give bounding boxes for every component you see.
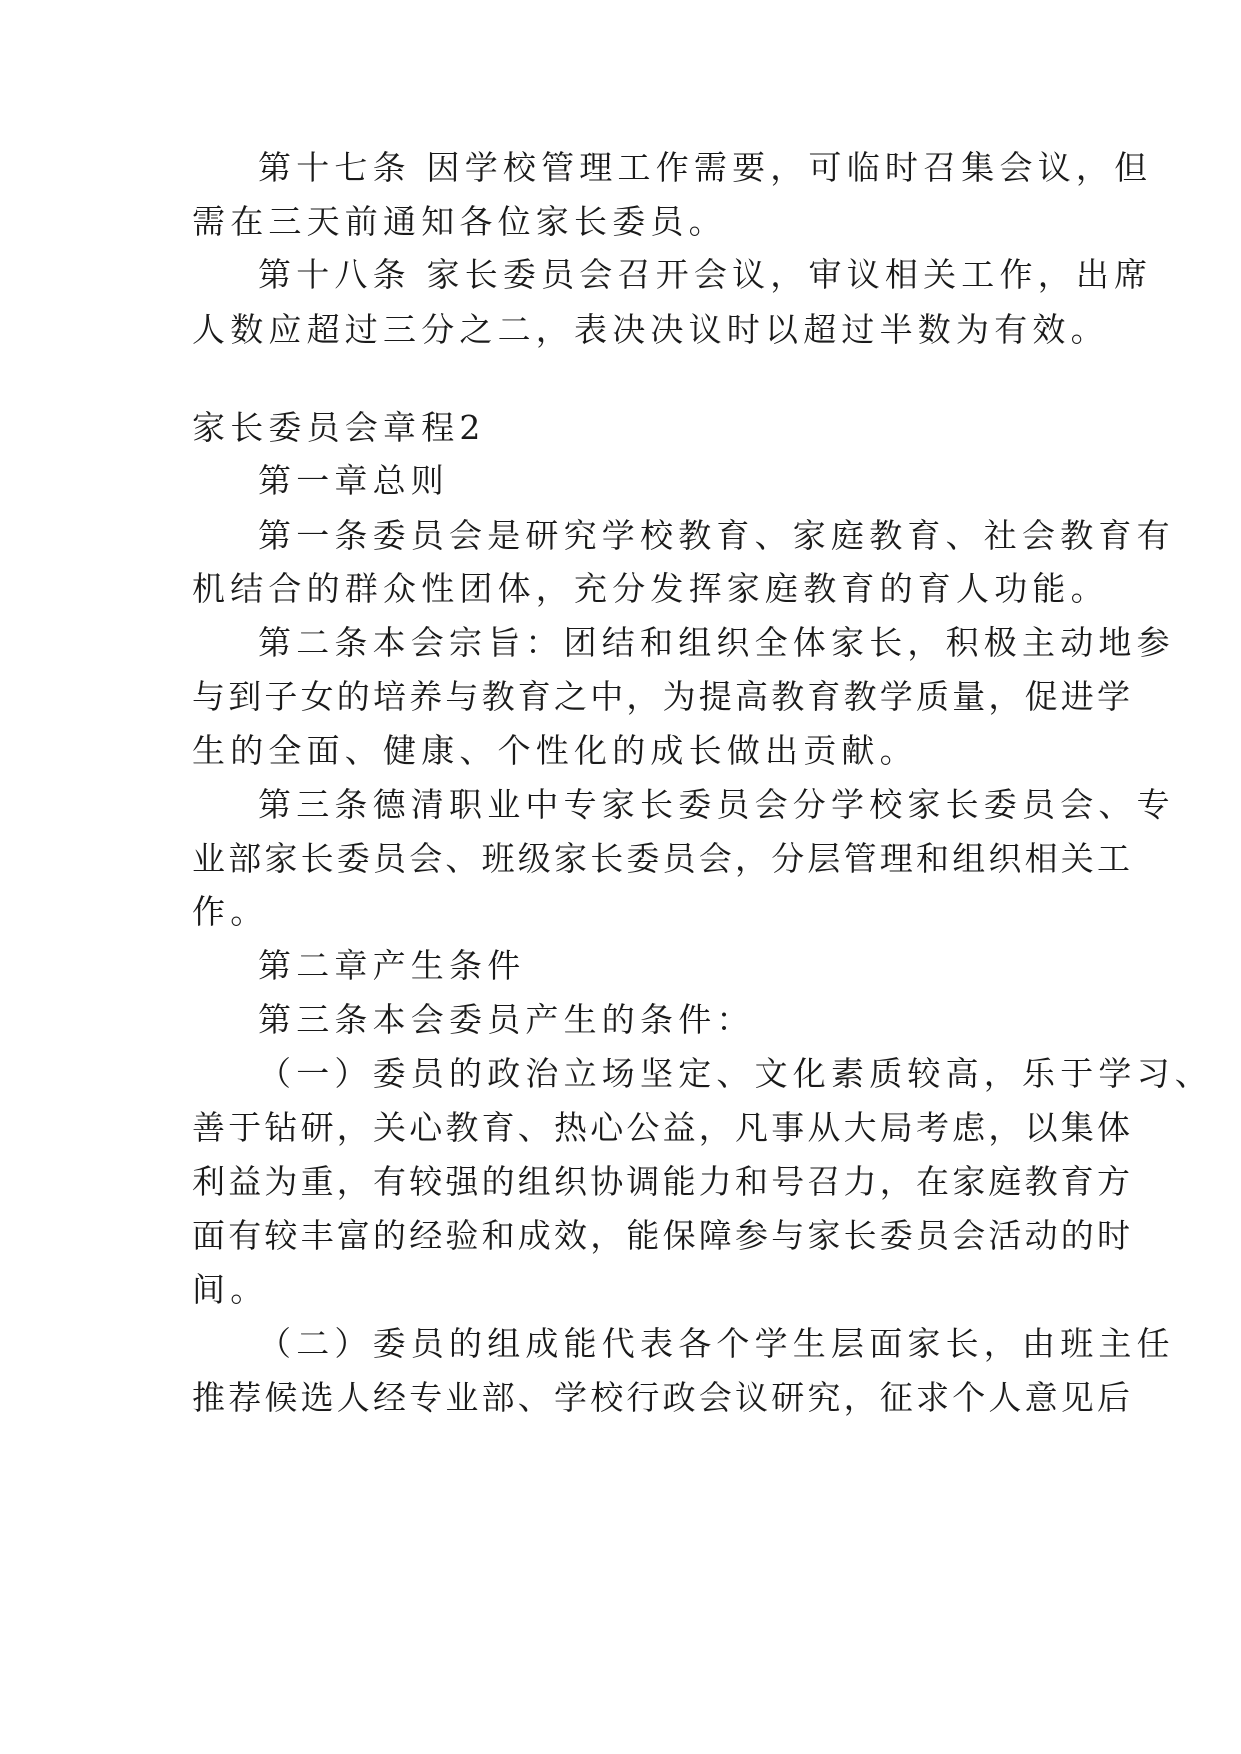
condition-2-line-1: （二）委员的组成能代表各个学生层面家长，由班主任 — [258, 1324, 1175, 1363]
article-1-line-1: 第一条委员会是研究学校教育、家庭教育、社会教育有 — [258, 516, 1175, 555]
chapter-2-heading: 第二章产生条件 — [258, 946, 526, 985]
article-3b-intro: 第三条本会委员产生的条件： — [258, 1000, 755, 1039]
article-1-line-2: 机结合的群众性团体，充分发挥家庭教育的育人功能。 — [192, 569, 1109, 608]
article-2-line-1: 第二条本会宗旨：团结和组织全体家长，积极主动地参 — [258, 623, 1175, 662]
article-17-line-1: 第十七条 因学校管理工作需要，可临时召集会议，但 — [258, 148, 1153, 187]
article-3-line-3: 作。 — [192, 892, 269, 931]
section-title: 家长委员会章程2 — [192, 408, 486, 447]
condition-1-line-5: 间。 — [192, 1270, 269, 1309]
article-3-line-2: 业部家长委员会、班级家长委员会，分层管理和组织相关工 — [192, 839, 1134, 878]
article-17-line-2: 需在三天前通知各位家长委员。 — [192, 202, 727, 241]
article-18-line-2: 人数应超过三分之二，表决决议时以超过半数为有效。 — [192, 310, 1109, 349]
condition-1-line-2: 善于钻研，关心教育、热心公益，凡事从大局考虑，以集体 — [192, 1108, 1134, 1147]
chapter-1-heading: 第一章总则 — [258, 461, 449, 500]
condition-1-line-3: 利益为重，有较强的组织协调能力和号召力，在家庭教育方 — [192, 1162, 1134, 1201]
article-2-line-2: 与到子女的培养与教育之中，为提高教育教学质量，促进学 — [192, 677, 1134, 716]
condition-1-line-4: 面有较丰富的经验和成效，能保障参与家长委员会活动的时 — [192, 1216, 1134, 1255]
article-2-line-3: 生的全面、健康、个性化的成长做出贡献。 — [192, 731, 918, 770]
article-18-line-1: 第十八条 家长委员会召开会议，审议相关工作，出席 — [258, 255, 1153, 294]
condition-1-line-1: （一）委员的政治立场坚定、文化素质较高，乐于学习、 — [258, 1054, 1213, 1093]
condition-2-line-2: 推荐候选人经专业部、学校行政会议研究，征求个人意见后 — [192, 1378, 1134, 1417]
article-3-line-1: 第三条德清职业中专家长委员会分学校家长委员会、专 — [258, 785, 1175, 824]
